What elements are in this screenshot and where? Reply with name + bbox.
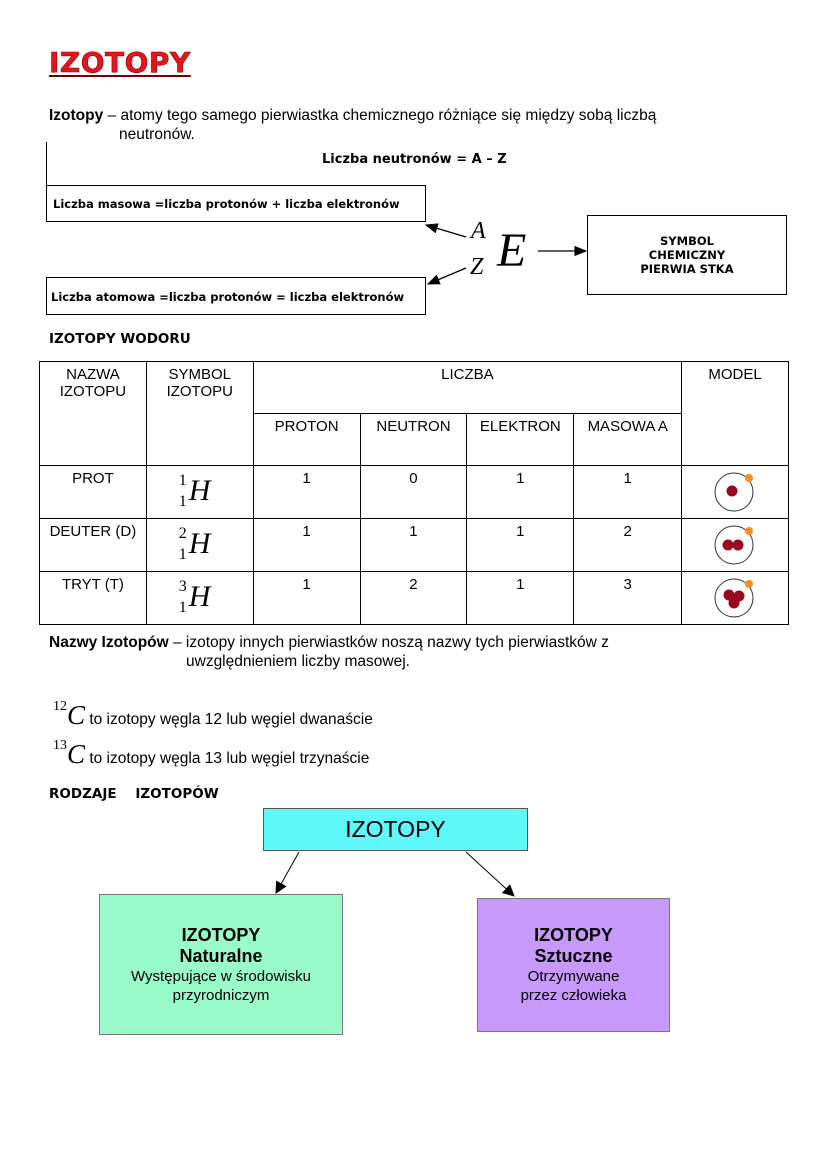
carbon-symbol: C (67, 700, 86, 730)
isotopes-root-box: IZOTOPY (263, 808, 528, 851)
isotope-symbol (146, 466, 253, 519)
atom-model-icon (711, 574, 759, 618)
mass-number: 1 (574, 466, 682, 519)
symbol-atomic: 1 (178, 599, 187, 616)
isotope-names-text-cont: uwzględnieniem liczby masowej. (186, 653, 410, 670)
definition-text-cont: neutronów. (119, 126, 195, 143)
nucleon (727, 486, 738, 497)
atom-model-icon (711, 521, 759, 565)
page-title: IZOTOPY (49, 46, 191, 79)
header-model: MODEL (682, 362, 789, 466)
header-symbol: SYMBOL IZOTOPU (146, 362, 253, 466)
isotope-name: PROT (40, 466, 147, 519)
natural-title: IZOTOPY (181, 925, 261, 945)
header-name: NAZWA IZOTOPU (40, 362, 147, 466)
table-row (40, 572, 789, 625)
table-row (40, 519, 789, 572)
mass-number-letter: A (471, 218, 486, 244)
isotope-names-term: Nazwy Izotopów (49, 634, 169, 651)
arrow-to-artificial (466, 852, 514, 896)
atom-model (682, 466, 789, 519)
definition-text: – atomy tego samego pierwiastka chemicznego różniące się między sobą liczbą (103, 107, 657, 124)
neutron-count: 0 (360, 466, 467, 519)
carbon-mass-number: 12 (53, 699, 67, 714)
electron-count: 1 (467, 519, 574, 572)
subheader-electron: ELEKTRON (467, 414, 574, 466)
symbol-box-line3: PIERWIA STKA (640, 262, 734, 276)
carbon-example (53, 700, 373, 731)
hydrogen-section-title: IZOTOPY WODORU (49, 331, 191, 347)
carbon-symbol: C (67, 739, 86, 769)
symbol-element: H (188, 474, 211, 507)
mass-number-box: Liczba masowa =liczba protonów + liczba elektronów (46, 185, 426, 222)
symbol-box-line1: SYMBOL (660, 234, 714, 248)
natural-subtitle: Naturalne (179, 946, 263, 966)
definition-term: Izotopy (49, 107, 104, 124)
carbon-example-text: to izotopy węgla 12 lub węgiel dwanaście (89, 711, 373, 728)
neutron-formula: Liczba neutronów = A – Z (322, 152, 507, 167)
isotope-name: TRYT (T) (40, 572, 147, 625)
electron-count: 1 (467, 466, 574, 519)
diagram-arrows (0, 0, 828, 330)
natural-isotopes-box (99, 894, 343, 1035)
neutron-count: 2 (360, 572, 467, 625)
natural-desc-line2: przyrodniczym (172, 987, 270, 1004)
nucleon (733, 540, 744, 551)
atomic-number-box: Liczba atomowa =liczba protonów = liczba elektronów (46, 277, 426, 315)
carbon-example-text: to izotopy węgla 13 lub węgiel trzynaście (89, 750, 370, 767)
carbon-example (53, 739, 369, 770)
nucleon (723, 540, 734, 551)
symbol-atomic: 1 (178, 546, 187, 563)
isotope-names-paragraph (49, 633, 769, 671)
atom-model (682, 519, 789, 572)
proton-count: 1 (253, 466, 360, 519)
subheader-mass: MASOWA A (574, 414, 682, 466)
artificial-isotopes-box (477, 898, 670, 1032)
proton-count: 1 (253, 519, 360, 572)
symbol-atomic: 1 (178, 493, 187, 510)
electron (745, 474, 753, 482)
symbol-element: H (188, 580, 211, 613)
arrow-to-atomic-box (428, 268, 466, 284)
natural-desc-line1: Występujące w środowisku (131, 968, 311, 985)
symbol-mass: 1 (178, 472, 187, 489)
symbol-box-line2: CHEMICZNY (648, 248, 726, 262)
artificial-desc-line1: Otrzymywane (527, 968, 620, 985)
table-header-row (40, 362, 789, 414)
subheader-proton: PROTON (253, 414, 360, 466)
proton-count: 1 (253, 572, 360, 625)
arrow-to-natural (276, 852, 299, 893)
atomic-number-letter: Z (470, 254, 484, 280)
isotope-names-text: – izotopy innych pierwiastków noszą nazwy tych pierwiastków z (168, 634, 609, 651)
isotope-name: DEUTER (D) (40, 519, 147, 572)
types-section-title: RODZAJE IZOTOPÓW (49, 786, 219, 802)
table-row (40, 466, 789, 519)
electron (745, 580, 753, 588)
subheader-neutron: NEUTRON (360, 414, 467, 466)
symbol-mass: 3 (178, 578, 187, 595)
neutron-count: 1 (360, 519, 467, 572)
symbol-element: H (188, 527, 211, 560)
hydrogen-isotopes-table (39, 361, 789, 625)
symbol-mass: 2 (178, 525, 187, 542)
electron (745, 527, 753, 535)
atom-model-icon (711, 468, 759, 512)
isotope-symbol (146, 519, 253, 572)
artificial-subtitle: Sztuczne (534, 946, 613, 966)
mass-number: 2 (574, 519, 682, 572)
atom-model (682, 572, 789, 625)
arrow-to-mass-box (426, 225, 466, 237)
electron-count: 1 (467, 572, 574, 625)
element-letter: E (497, 224, 527, 277)
nucleon (729, 598, 740, 609)
artificial-title: IZOTOPY (534, 925, 613, 945)
carbon-mass-number: 13 (53, 738, 67, 753)
isotope-symbol (146, 572, 253, 625)
mass-number: 3 (574, 572, 682, 625)
header-count: LICZBA (253, 362, 681, 414)
artificial-desc-line2: przez człowieka (520, 987, 627, 1004)
